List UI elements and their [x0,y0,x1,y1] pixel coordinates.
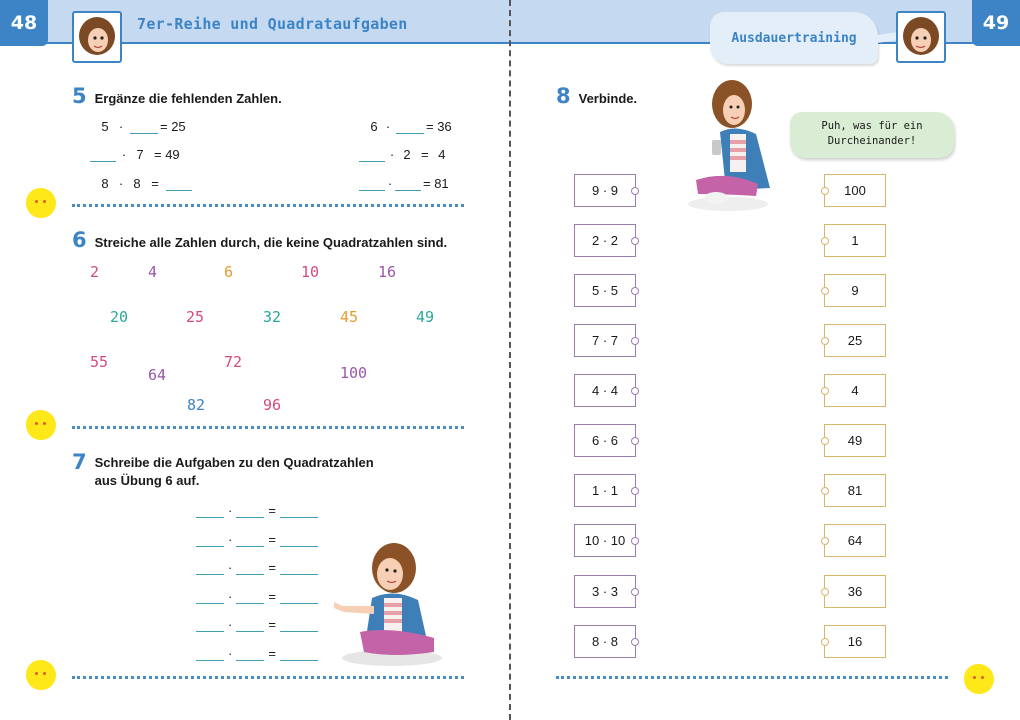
page-number: 48 [0,0,48,46]
equation-row [98,175,192,191]
connector-dot[interactable] [821,287,829,295]
avatar [896,11,946,63]
factor: 8 [133,176,141,191]
connector-dot[interactable] [631,537,639,545]
equals: = [268,503,276,518]
number-item[interactable]: 49 [416,308,435,326]
number-item[interactable]: 6 [224,263,234,281]
operator: · [228,503,233,518]
connector-dot[interactable] [631,588,639,596]
exercise-instruction: aus Übung 6 auf. [94,473,200,488]
number-item[interactable]: 20 [110,308,129,326]
exercise-number: 7 [72,450,87,474]
match-card-left[interactable] [574,474,636,507]
girl-face-icon [901,16,941,58]
card-label: 81 [847,483,863,498]
exercise-5-header [72,84,282,108]
match-card-right[interactable] [824,274,886,307]
operator: · [118,176,124,191]
girl-pointing-illustration [330,540,445,670]
match-card-right[interactable] [824,524,886,557]
exercise-instruction: Streiche alle Zahlen durch, die keine Quadratzahlen sind. [94,235,448,250]
operator: · [385,119,391,134]
number-item[interactable]: 64 [148,366,167,384]
exercise-number: 5 [72,84,87,108]
speech-bubble [790,112,954,158]
exercise-instruction: Verbinde. [578,91,638,106]
factor: 5 [101,119,109,134]
factor: 7 [136,147,144,162]
exercise-number: 6 [72,228,87,252]
match-card-right[interactable] [824,224,886,257]
equation-row [359,175,449,191]
number-item[interactable]: 100 [340,364,368,382]
number-item[interactable]: 2 [90,263,100,281]
connector-dot[interactable] [631,487,639,495]
connector-dot[interactable] [631,187,639,195]
answer-blank[interactable] [395,177,421,191]
card-label: 64 [847,533,863,548]
match-card-right[interactable] [824,174,886,207]
connector-dot[interactable] [821,237,829,245]
factor: 6 [370,119,378,134]
equals: = [268,532,276,547]
connector-dot[interactable] [821,387,829,395]
match-card-left[interactable] [574,324,636,357]
connector-dot[interactable] [821,487,829,495]
page-49 [510,0,1020,720]
match-card-right[interactable] [824,474,886,507]
answer-blank[interactable] [196,590,224,604]
chapter-title: 7er-Reihe und Quadrataufgaben [137,15,408,33]
answer-blank[interactable] [396,120,424,134]
result: = 81 [423,176,449,191]
write-row [196,646,318,661]
answer-blank[interactable] [359,148,385,162]
card-label: 10 · 10 [584,533,626,548]
connector-dot[interactable] [631,638,639,646]
answer-blank[interactable] [236,504,264,518]
card-label: 4 [851,383,859,398]
match-card-right[interactable] [824,424,886,457]
connector-dot[interactable] [821,337,829,345]
match-card-left[interactable] [574,374,636,407]
write-row [196,560,318,575]
write-row [196,532,318,547]
result: = 25 [160,119,186,134]
answer-blank[interactable] [236,533,264,547]
number-item[interactable]: 96 [263,396,282,414]
dotted-divider [556,676,948,679]
connector-dot[interactable] [821,588,829,596]
match-card-left[interactable] [574,625,636,658]
number-item[interactable]: 16 [378,263,397,281]
card-label: 4 · 4 [591,383,618,398]
operator: · [389,147,395,162]
operator: · [228,646,233,661]
girl-face-icon [77,16,117,58]
operator: · [228,589,233,604]
card-label: 9 · 9 [591,183,618,198]
answer-blank[interactable] [359,177,385,191]
answer-blank[interactable] [236,590,264,604]
answer-blank[interactable] [196,618,224,632]
card-label: 16 [847,634,863,649]
number-item[interactable]: 32 [263,308,282,326]
number-item[interactable]: 82 [187,396,206,414]
card-label: 49 [847,433,863,448]
match-card-left[interactable] [574,174,636,207]
answer-blank[interactable] [90,148,116,162]
girl-with-phone-illustration [686,78,786,216]
connector-dot[interactable] [631,287,639,295]
answer-blank[interactable] [130,120,158,134]
equation-row [368,118,452,134]
number-item[interactable]: 55 [90,353,109,371]
answer-blank[interactable] [280,647,318,661]
card-label: 8 · 8 [591,634,618,649]
exercise-instruction: Schreibe die Aufgaben zu den Quadratzahlen [94,455,374,470]
exercise-number: 8 [556,84,571,108]
exercise-7-header [72,450,374,490]
number-item[interactable]: 45 [340,308,359,326]
write-row [196,617,318,632]
match-card-left[interactable] [574,524,636,557]
connector-dot[interactable] [631,337,639,345]
number-item[interactable]: 72 [224,353,243,371]
dotted-divider [72,426,464,429]
card-label: 100 [844,183,866,198]
speech-text: Durcheinander! [827,135,917,147]
card-label: 1 · 1 [591,483,618,498]
page-number: 49 [972,0,1020,46]
card-label: 25 [847,333,863,348]
smiley-icon [26,188,56,218]
smiley-icon [26,660,56,690]
operator: · [121,147,127,162]
equals: = [268,560,276,575]
write-row [196,503,318,518]
operator: · [118,119,124,134]
equation-row [98,118,186,134]
operator: · [228,560,233,575]
connector-dot[interactable] [821,638,829,646]
operator: · [387,176,393,191]
answer-blank[interactable] [280,590,318,604]
exercise-instruction: Ergänze die fehlenden Zahlen. [94,91,282,106]
exercise-6-header [72,228,447,252]
answer-blank[interactable] [196,561,224,575]
connector-dot[interactable] [821,537,829,545]
match-card-right[interactable] [824,625,886,658]
match-card-left[interactable] [574,575,636,608]
match-card-left[interactable] [574,424,636,457]
card-label: 2 · 2 [591,233,618,248]
answer-blank[interactable] [196,533,224,547]
answer-blank[interactable] [196,647,224,661]
speech-text: Puh, was für ein [821,120,923,132]
result: = 4 [421,147,446,162]
connector-dot[interactable] [631,437,639,445]
exercise-8-header [556,84,637,108]
connector-dot[interactable] [821,437,829,445]
result: = 49 [154,147,180,162]
factor: 2 [403,147,411,162]
connector-dot[interactable] [821,187,829,195]
number-item[interactable]: 4 [148,263,158,281]
equation-row [90,146,180,162]
dotted-divider [72,676,464,679]
match-card-left[interactable] [574,224,636,257]
match-card-right[interactable] [824,575,886,608]
equals: = [268,617,276,632]
answer-blank[interactable] [280,504,318,518]
operator: · [228,617,233,632]
answer-blank[interactable] [196,504,224,518]
answer-blank[interactable] [280,533,318,547]
number-item[interactable]: 25 [186,308,205,326]
card-label: 1 [851,233,859,248]
answer-blank[interactable] [280,618,318,632]
equals: = [268,646,276,661]
connector-dot[interactable] [631,237,639,245]
write-row [196,589,318,604]
smiley-icon [26,410,56,440]
card-label: 5 · 5 [591,283,618,298]
card-label: 7 · 7 [591,333,618,348]
answer-blank[interactable] [236,647,264,661]
topic-label: Ausdauertraining [710,12,878,64]
result: = 36 [426,119,452,134]
factor: 8 [101,176,109,191]
card-label: 9 [851,283,859,298]
equation-row [359,146,445,162]
dotted-divider [72,204,464,207]
card-label: 6 · 6 [591,433,618,448]
answer-blank[interactable] [280,561,318,575]
page-gutter [509,0,511,720]
connector-dot[interactable] [631,387,639,395]
avatar [72,11,122,63]
match-card-right[interactable] [824,324,886,357]
equals: = [268,589,276,604]
smiley-icon [964,664,994,694]
number-item[interactable]: 10 [301,263,320,281]
answer-blank[interactable] [236,618,264,632]
operator: · [228,532,233,547]
answer-blank[interactable] [236,561,264,575]
match-card-left[interactable] [574,274,636,307]
card-label: 36 [847,584,863,599]
equals: = [151,176,159,191]
answer-blank[interactable] [166,177,192,191]
card-label: 3 · 3 [591,584,618,599]
match-card-right[interactable] [824,374,886,407]
